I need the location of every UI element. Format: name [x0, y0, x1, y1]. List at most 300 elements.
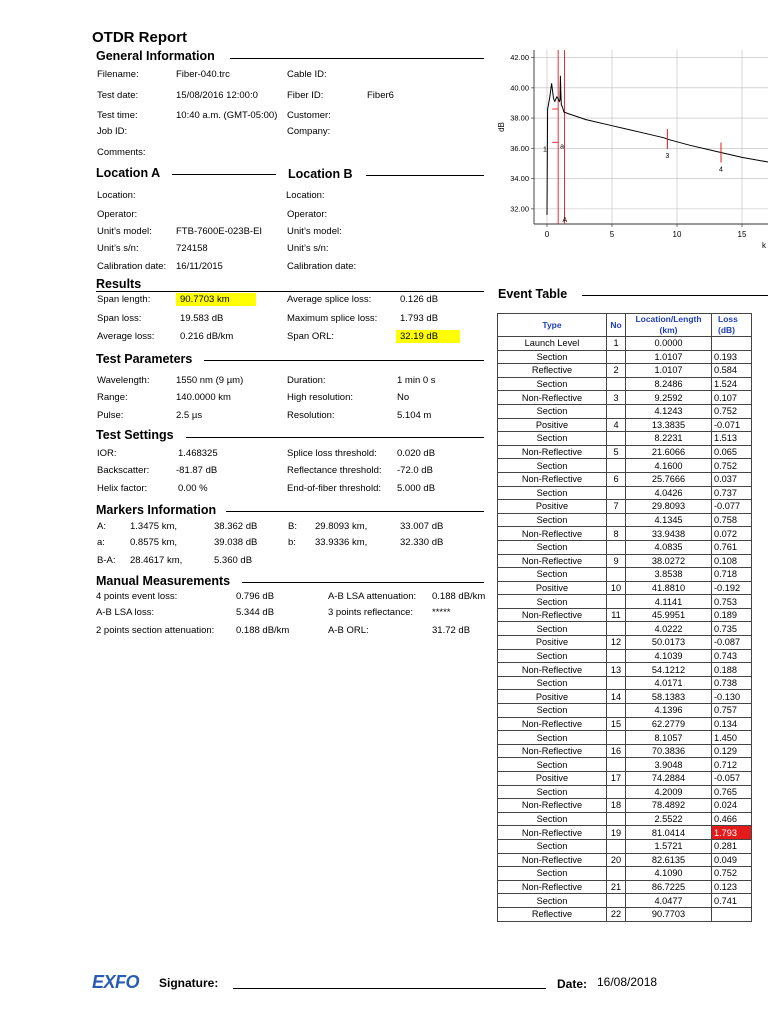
event-table-row	[498, 472, 752, 486]
reflectance-threshold-value: -72.0 dB	[397, 465, 433, 476]
event-type-cell: Section	[498, 350, 607, 364]
test-date-label: Test date:	[97, 90, 139, 101]
helix-value: 0.00 %	[178, 483, 208, 494]
y-tick-label: 36.00	[510, 143, 529, 153]
event-location-cell: 4.2009	[626, 785, 712, 799]
range-value: 140.0000 km	[176, 392, 231, 403]
event-loss-cell: 0.718	[712, 568, 752, 582]
event-table-row	[498, 731, 752, 745]
manual-heading: Manual Measurements	[96, 574, 231, 588]
event-table-row	[498, 350, 752, 364]
avg-splice-label: Average splice loss:	[287, 294, 372, 305]
event-no-cell: 20	[607, 853, 626, 867]
event-type-cell: Section	[498, 839, 607, 853]
two-pt-att-label: 2 points section attenuation:	[96, 625, 215, 636]
event-table-row	[498, 595, 752, 609]
event-no-cell	[607, 758, 626, 772]
event-table-heading: Event Table	[498, 287, 568, 301]
ab-lsa-loss-value: 5.344 dB	[236, 607, 275, 618]
event-table-row	[498, 554, 752, 568]
event-loss-cell: 0.758	[712, 513, 752, 527]
event-table-row	[498, 377, 752, 391]
event-loss-cell: 0.752	[712, 459, 752, 473]
event-type-cell: Section	[498, 377, 607, 391]
event-loss-cell: 0.189	[712, 608, 752, 622]
marker-B-km: 29.8093 km,	[315, 521, 368, 532]
job-id-label: Job ID:	[97, 126, 128, 137]
event-table	[497, 313, 752, 922]
event-loss-cell: 0.024	[712, 799, 752, 813]
event-type-cell: Section	[498, 540, 607, 554]
pulse-value: 2.5 µs	[176, 410, 203, 421]
location-b-rule	[366, 175, 484, 176]
three-pt-refl-value: *****	[432, 607, 451, 618]
loc-a-cal-label: Calibration date:	[97, 261, 167, 272]
eof-threshold-label: End-of-fiber threshold:	[287, 483, 381, 494]
event-table-header-row	[498, 314, 752, 337]
marker-a-db: 39.038 dB	[214, 537, 258, 548]
event-type-cell: Positive	[498, 772, 607, 786]
event-location-cell: 38.0272	[626, 554, 712, 568]
event-loss-cell: 0.281	[712, 839, 752, 853]
event-loss-cell: 1.450	[712, 731, 752, 745]
event-no-cell	[607, 595, 626, 609]
marker-a-label: a:	[97, 537, 105, 548]
wavelength-label: Wavelength:	[97, 375, 150, 386]
event-no-cell: 9	[607, 554, 626, 568]
loc-a-sn-value: 724158	[176, 243, 208, 254]
general-info-heading: General Information	[96, 49, 215, 63]
event-loss-cell	[712, 337, 752, 351]
event-type-cell: Non-Reflective	[498, 799, 607, 813]
ab-orl-label: A-B ORL:	[328, 625, 369, 636]
customer-label: Customer:	[287, 110, 331, 121]
location-a-heading: Location A	[96, 166, 161, 180]
event-no-cell	[607, 867, 626, 881]
marker-label-a: a	[560, 143, 565, 151]
event-location-cell: 25.7666	[626, 472, 712, 486]
high-res-label: High resolution:	[287, 392, 354, 403]
event-no-cell: 16	[607, 744, 626, 758]
avg-splice-value: 0.126 dB	[400, 294, 439, 305]
four-pt-loss-value: 0.796 dB	[236, 591, 275, 602]
event-table-row	[498, 690, 752, 704]
event-location-cell: 62.2779	[626, 717, 712, 731]
event-table-row	[498, 337, 752, 351]
event-loss-cell: 0.188	[712, 663, 752, 677]
loc-a-model-label: Unit’s model:	[97, 226, 152, 237]
event-location-cell: 58.1383	[626, 690, 712, 704]
event-loss-cell: 0.743	[712, 649, 752, 663]
marker-a-km: 0.8575 km,	[130, 537, 177, 548]
event-no-cell	[607, 676, 626, 690]
three-pt-refl-label: 3 points reflectance:	[328, 607, 414, 618]
event-location-cell: 86.7225	[626, 880, 712, 894]
event-table-row	[498, 404, 752, 418]
results-rule	[96, 291, 484, 292]
loc-b-operator-label: Operator:	[287, 209, 328, 220]
event-table-row	[498, 704, 752, 718]
event-loss-cell: 0.737	[712, 486, 752, 500]
four-pt-loss-label: 4 points event loss:	[96, 591, 178, 602]
event-type-cell: Positive	[498, 636, 607, 650]
y-tick-label: 38.00	[510, 113, 529, 123]
event-type-cell: Non-Reflective	[498, 554, 607, 568]
marker-b-db: 32.330 dB	[400, 537, 444, 548]
event-no-cell: 18	[607, 799, 626, 813]
event-location-cell: 9.2592	[626, 391, 712, 405]
x-tick-label: 15	[737, 230, 747, 239]
event-loss-cell: 0.107	[712, 391, 752, 405]
event-location-cell: 4.1600	[626, 459, 712, 473]
event-type-cell: Non-Reflective	[498, 717, 607, 731]
event-type-cell: Non-Reflective	[498, 608, 607, 622]
loc-a-cal-value: 16/11/2015	[176, 261, 223, 272]
loc-b-cal-label: Calibration date:	[287, 261, 357, 272]
event-type-cell: Positive	[498, 581, 607, 595]
event-loss-cell: 0.108	[712, 554, 752, 568]
duration-label: Duration:	[287, 375, 326, 386]
event-table-row	[498, 839, 752, 853]
marker-A-db: 38.362 dB	[214, 521, 258, 532]
event-table-row	[498, 907, 752, 921]
event-no-cell: 10	[607, 581, 626, 595]
event-location-cell: 2.5522	[626, 812, 712, 826]
event-location-cell: 74.2884	[626, 772, 712, 786]
splice-threshold-value: 0.020 dB	[397, 448, 436, 459]
event-loss-cell: 0.757	[712, 704, 752, 718]
event-no-cell: 3	[607, 391, 626, 405]
event-label: 3	[665, 153, 670, 161]
event-table-rule	[582, 295, 768, 296]
event-loss-cell: 0.134	[712, 717, 752, 731]
event-type-cell: Section	[498, 404, 607, 418]
event-loss-cell: 1.513	[712, 432, 752, 446]
event-location-cell: 4.1396	[626, 704, 712, 718]
x-tick-label: 10	[672, 230, 682, 239]
event-no-cell: 11	[607, 608, 626, 622]
event-location-cell: 4.0171	[626, 676, 712, 690]
event-location-cell: 4.1039	[626, 649, 712, 663]
duration-value: 1 min 0 s	[397, 375, 436, 386]
event-type-cell: Section	[498, 704, 607, 718]
event-location-cell: 81.0414	[626, 826, 712, 840]
col-location-line1: Location/Length	[635, 314, 702, 324]
event-table-row	[498, 608, 752, 622]
test-time-label: Test time:	[97, 110, 138, 121]
y-tick-label: 34.00	[510, 174, 529, 184]
event-table-row	[498, 717, 752, 731]
ab-orl-value: 31.72 dB	[432, 625, 471, 636]
event-no-cell: 7	[607, 500, 626, 514]
span-orl-value: 32.19 dB	[396, 330, 460, 343]
event-type-cell: Section	[498, 622, 607, 636]
event-loss-cell: 0.752	[712, 867, 752, 881]
event-location-cell: 8.1057	[626, 731, 712, 745]
event-table-row	[498, 867, 752, 881]
event-location-cell: 4.0222	[626, 622, 712, 636]
loc-a-operator-label: Operator:	[97, 209, 138, 220]
col-location-header	[626, 314, 712, 337]
high-res-value: No	[397, 392, 410, 403]
event-location-cell: 1.5721	[626, 839, 712, 853]
event-type-cell: Section	[498, 676, 607, 690]
marker-BA-km: 28.4617 km,	[130, 555, 183, 566]
event-location-cell: 41.8810	[626, 581, 712, 595]
col-type-header: Type	[498, 314, 607, 337]
event-no-cell	[607, 704, 626, 718]
event-location-cell: 4.0835	[626, 540, 712, 554]
marker-A-label: A:	[97, 521, 106, 532]
event-table-row	[498, 445, 752, 459]
event-no-cell: 15	[607, 717, 626, 731]
event-type-cell: Section	[498, 459, 607, 473]
event-location-cell: 4.0426	[626, 486, 712, 500]
marker-BA-db: 5.360 dB	[214, 555, 253, 566]
event-location-cell: 4.0477	[626, 894, 712, 908]
event-type-cell: Section	[498, 513, 607, 527]
exfo-logo: EXFO	[92, 972, 140, 992]
y-tick-label: 32.00	[510, 204, 529, 214]
span-length-value: 90.7703 km	[176, 293, 256, 306]
marker-b-km: 33.9336 km,	[315, 537, 368, 548]
event-table-row	[498, 894, 752, 908]
resolution-value: 5.104 m	[397, 410, 432, 421]
ab-lsa-att-value: 0.188 dB/km	[432, 591, 486, 602]
event-type-cell: Section	[498, 812, 607, 826]
event-loss-cell: -0.071	[712, 418, 752, 432]
ab-lsa-loss-label: A-B LSA loss:	[96, 607, 155, 618]
event-location-cell: 90.7703	[626, 907, 712, 921]
event-location-cell: 8.2231	[626, 432, 712, 446]
event-no-cell	[607, 568, 626, 582]
event-table-row	[498, 459, 752, 473]
y-tick-label: 40.00	[510, 83, 529, 93]
event-no-cell	[607, 731, 626, 745]
col-loss-line2: (dB)	[718, 325, 735, 335]
span-length-label: Span length:	[97, 294, 151, 305]
event-no-cell: 5	[607, 445, 626, 459]
event-table-row	[498, 812, 752, 826]
event-table-row	[498, 500, 752, 514]
test-date-value: 15/08/2016 12:00:0	[176, 90, 258, 101]
marker-label-A: A	[562, 217, 568, 224]
event-type-cell: Non-Reflective	[498, 853, 607, 867]
general-info-rule	[230, 58, 484, 59]
marker-B-label: B:	[288, 521, 297, 532]
average-loss-label: Average loss:	[97, 331, 155, 342]
event-loss-cell: 0.065	[712, 445, 752, 459]
event-loss-cell: 0.738	[712, 676, 752, 690]
event-loss-cell: -0.057	[712, 772, 752, 786]
event-no-cell: 19	[607, 826, 626, 840]
max-splice-label: Maximum splice loss:	[287, 313, 378, 324]
event-no-cell	[607, 622, 626, 636]
signature-line[interactable]	[233, 988, 546, 989]
event-table-row	[498, 540, 752, 554]
event-location-cell: 50.0173	[626, 636, 712, 650]
x-axis-label: k	[762, 241, 766, 250]
event-table-row	[498, 785, 752, 799]
event-no-cell: 1	[607, 337, 626, 351]
event-loss-cell: 0.466	[712, 812, 752, 826]
event-type-cell: Launch Level	[498, 337, 607, 351]
event-no-cell: 14	[607, 690, 626, 704]
ior-value: 1.468325	[178, 448, 218, 459]
event-location-cell: 4.1243	[626, 404, 712, 418]
event-loss-cell: 0.193	[712, 350, 752, 364]
event-table-row	[498, 581, 752, 595]
average-loss-value: 0.216 dB/km	[180, 331, 234, 342]
x-tick-label: 5	[609, 230, 615, 239]
markers-heading: Markers Information	[96, 503, 217, 517]
event-table-row	[498, 513, 752, 527]
event-table-row	[498, 663, 752, 677]
event-table-row	[498, 527, 752, 541]
max-splice-value: 1.793 dB	[400, 313, 439, 324]
location-b-heading: Location B	[288, 167, 353, 181]
fiber-id-label: Fiber ID:	[287, 90, 324, 101]
event-table-row	[498, 636, 752, 650]
ior-label: IOR:	[97, 448, 117, 459]
event-location-cell: 1.0107	[626, 364, 712, 378]
wavelength-value: 1550 nm (9 µm)	[176, 375, 244, 386]
event-type-cell: Section	[498, 785, 607, 799]
event-type-cell: Non-Reflective	[498, 663, 607, 677]
event-no-cell: 12	[607, 636, 626, 650]
event-type-cell: Section	[498, 432, 607, 446]
event-table-row	[498, 758, 752, 772]
event-type-cell: Reflective	[498, 364, 607, 378]
marker-b-label: b:	[288, 537, 296, 548]
event-no-cell: 8	[607, 527, 626, 541]
date-value: 16/08/2018	[597, 975, 658, 989]
event-type-cell: Section	[498, 486, 607, 500]
event-location-cell: 1.0107	[626, 350, 712, 364]
event-location-cell: 82.6135	[626, 853, 712, 867]
event-table-row	[498, 744, 752, 758]
event-type-cell: Non-Reflective	[498, 527, 607, 541]
event-table-row	[498, 649, 752, 663]
event-loss-cell: 1.793	[712, 826, 752, 840]
event-no-cell	[607, 894, 626, 908]
event-type-cell: Section	[498, 649, 607, 663]
event-location-cell: 0.0000	[626, 337, 712, 351]
loc-a-model-value: FTB-7600E-023B-EI	[176, 226, 263, 237]
loc-b-model-label: Unit’s model:	[287, 226, 342, 237]
eof-threshold-value: 5.000 dB	[397, 483, 436, 494]
event-no-cell: 17	[607, 772, 626, 786]
x-tick-label: 0	[544, 230, 550, 239]
resolution-label: Resolution:	[287, 410, 335, 421]
test-time-value: 10:40 a.m. (GMT-05:00)	[176, 110, 278, 121]
event-loss-cell: 0.129	[712, 744, 752, 758]
span-loss-value: 19.583 dB	[180, 313, 224, 324]
event-table-row	[498, 432, 752, 446]
backscatter-label: Backscatter:	[97, 465, 150, 476]
signature-label: Signature:	[159, 976, 219, 990]
event-loss-cell: -0.087	[712, 636, 752, 650]
event-loss-cell: -0.077	[712, 500, 752, 514]
event-no-cell	[607, 839, 626, 853]
span-orl-label: Span ORL:	[287, 331, 334, 342]
event-no-cell: 4	[607, 418, 626, 432]
event-loss-cell: 0.741	[712, 894, 752, 908]
event-type-cell: Non-Reflective	[498, 391, 607, 405]
event-loss-cell: 0.049	[712, 853, 752, 867]
event-label: 4	[718, 166, 723, 174]
test-settings-heading: Test Settings	[96, 428, 174, 442]
event-loss-cell: 0.753	[712, 595, 752, 609]
loc-b-sn-label: Unit’s s/n:	[287, 243, 329, 254]
event-type-cell: Section	[498, 867, 607, 881]
event-loss-cell: 0.123	[712, 880, 752, 894]
event-type-cell: Section	[498, 758, 607, 772]
event-no-cell	[607, 812, 626, 826]
event-no-cell: 13	[607, 663, 626, 677]
loc-a-location-label: Location:	[97, 190, 136, 201]
loc-a-sn-label: Unit’s s/n:	[97, 243, 139, 254]
trace-line	[547, 76, 768, 215]
event-no-cell	[607, 486, 626, 500]
fiber-id-value: Fiber6	[367, 90, 394, 101]
two-pt-att-value: 0.188 dB/km	[236, 625, 290, 636]
event-no-cell	[607, 513, 626, 527]
filename-value: Fiber-040.trc	[176, 69, 230, 80]
manual-rule	[242, 582, 484, 583]
event-no-cell: 21	[607, 880, 626, 894]
location-a-rule	[172, 174, 276, 175]
event-loss-cell: 0.735	[712, 622, 752, 636]
event-location-cell: 78.4892	[626, 799, 712, 813]
event-table-row	[498, 772, 752, 786]
event-loss-cell: 0.765	[712, 785, 752, 799]
event-table-row	[498, 391, 752, 405]
event-loss-cell: 0.712	[712, 758, 752, 772]
event-type-cell: Non-Reflective	[498, 445, 607, 459]
event-location-cell: 70.3836	[626, 744, 712, 758]
backscatter-value: -81.87 dB	[176, 465, 218, 476]
event-location-cell: 45.9951	[626, 608, 712, 622]
test-settings-rule	[186, 437, 484, 438]
event-type-cell: Non-Reflective	[498, 880, 607, 894]
event-no-cell	[607, 350, 626, 364]
event-no-cell	[607, 649, 626, 663]
event-location-cell: 54.1212	[626, 663, 712, 677]
event-table-row	[498, 826, 752, 840]
splice-threshold-label: Splice loss threshold:	[287, 448, 377, 459]
event-loss-cell: -0.130	[712, 690, 752, 704]
event-table-row	[498, 486, 752, 500]
event-location-cell: 29.8093	[626, 500, 712, 514]
event-type-cell: Section	[498, 568, 607, 582]
event-location-cell: 13.3835	[626, 418, 712, 432]
otdr-trace-chart	[488, 44, 768, 254]
event-location-cell: 4.1345	[626, 513, 712, 527]
marker-B-db: 33.007 dB	[400, 521, 444, 532]
company-label: Company:	[287, 126, 331, 137]
cable-id-label: Cable ID:	[287, 69, 327, 80]
event-table-row	[498, 676, 752, 690]
event-type-cell: Reflective	[498, 907, 607, 921]
marker-BA-label: B-A:	[97, 555, 116, 566]
event-location-cell: 4.1090	[626, 867, 712, 881]
event-no-cell	[607, 540, 626, 554]
event-type-cell: Positive	[498, 418, 607, 432]
results-heading: Results	[96, 277, 142, 291]
event-no-cell	[607, 404, 626, 418]
event-no-cell	[607, 377, 626, 391]
